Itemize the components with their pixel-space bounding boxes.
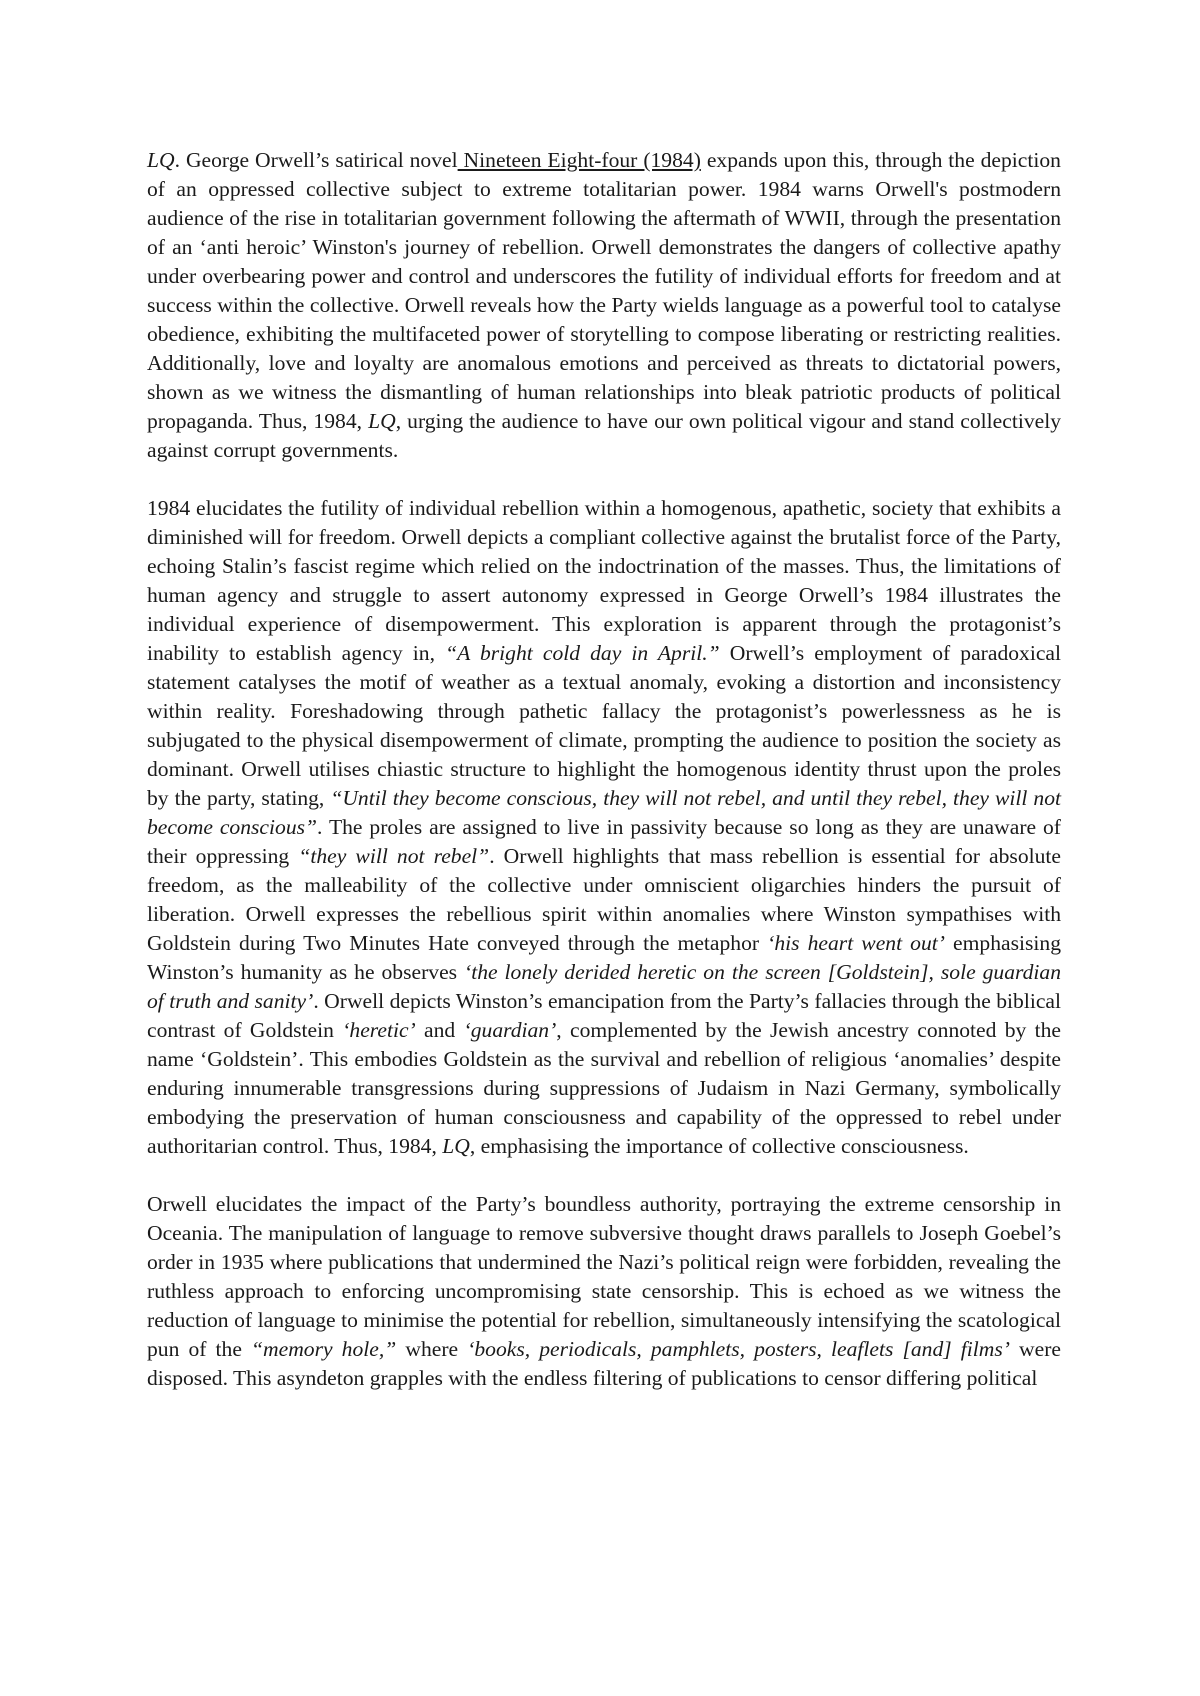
text-run: . Orwell depicts Winston’s emancipation from the Party’s fallacies through the biblical contrast of Goldstein (147, 989, 1061, 1042)
lq-marker: LQ (147, 148, 175, 172)
text-run: . Orwell highlights that mass rebellion is essential for absolute freedom, as the malleability of the collective under omniscient oligarchies hinders the pursuit of liberation. Orwell expresses the rebellious spirit within anomalies where Winston sympathises with Goldstein during Two Minutes Hate conveyed through the metaphor (147, 844, 1062, 955)
text-run: and (415, 1018, 464, 1042)
text-run: Orwell’s employment of paradoxical statement catalyses the motif of weather as a textual anomaly, evoking a distortion and inconsistency within reality. Foreshadowing through pathetic fallacy the protagonist’s powerlessness as he is subjugated to the physical disempowerment of climate, prompting the audience to position the society as dominant. Orwell utilises chiastic structure to highlight the homogenous identity thrust upon the proles by the party, stating, (147, 641, 1062, 810)
text-run: , emphasising the importance of collective consciousness. (469, 1134, 969, 1158)
quote: ‘heretic’ (342, 1018, 416, 1042)
text-run: expands upon this, through the depiction of an oppressed collective subject to extreme totalitarian power. 1984 warns Orwell's postmodern audience of the rise in totalitarian government following the aftermath of WWII, through the presentation of an ‘anti heroic’ Winston's journey of rebellion. Orwell demonstrates the dangers of collective apathy under overbearing power and control and underscores the futility of individual efforts for freedom and at success within the collective. Orwell reveals how the Party wields language as a powerful tool to catalyse obedience, exhibiting the multifaceted power of storytelling to compose liberating or restricting realities. Additionally, love and loyalty are anomalous emotions and perceived as threats to dictatorial powers, shown as we witness the dismantling of human relationships into bleak patriotic products of political propaganda. Thus, 1984, (147, 148, 1061, 433)
text-run: where (396, 1337, 468, 1361)
lq-marker: LQ (368, 409, 396, 433)
paragraph-body-1 (147, 494, 1061, 1161)
text-run: emphasising Winston’s humanity as he observes (147, 931, 1061, 984)
quote: “memory hole,” (251, 1337, 397, 1361)
text-run: , urging the audience to have our own political vigour and stand collectively against corrupt governments. (147, 409, 1061, 462)
text-run: . George Orwell’s satirical novel (174, 148, 458, 172)
quote: “A bright cold day in April.” (445, 641, 720, 665)
quote: ‘his heart went out’ (767, 931, 945, 955)
paragraph-body-2 (147, 1190, 1061, 1393)
text-run: were disposed. This asyndeton grapples with the endless filtering of publications to censor differing political (147, 1337, 1061, 1390)
paragraph-introduction (147, 146, 1061, 465)
quote: “they will not rebel” (298, 844, 490, 868)
document-page (147, 146, 1061, 1393)
quote: ‘the lonely derided heretic on the screen [Goldstein], sole guardian of truth and sanity’ (147, 960, 1061, 1013)
quote: “Until they become conscious, they will not rebel, and until they rebel, they will not become conscious” (147, 786, 1061, 839)
text-run: , complemented by the Jewish ancestry connoted by the name ‘Goldstein’. This embodies Goldstein as the survival and rebellion of religious ‘anomalies’ despite enduring innumerable transgressions during suppressions of Judaism in Nazi Germany, symbolically embodying the preservation of human consciousness and capability of the oppressed to rebel under authoritarian control. Thus, 1984, (147, 1018, 1061, 1158)
lq-marker: LQ (442, 1134, 470, 1158)
text-run: . The proles are assigned to live in passivity because so long as they are unaware of their oppressing (147, 815, 1061, 868)
text-run: Orwell elucidates the impact of the Party’s boundless authority, portraying the extreme censorship in Oceania. The manipulation of language to remove subversive thought draws parallels to Joseph Goebel’s order in 1935 where publications that undermined the Nazi’s political reign were forbidden, revealing the ruthless approach to enforcing uncompromising state censorship. This is echoed as we witness the reduction of language to minimise the potential for rebellion, simultaneously intensifying the scatological pun of the (147, 1192, 1061, 1361)
novel-title: Nineteen Eight-four (1984) (457, 148, 701, 172)
quote: ‘guardian’ (463, 1018, 557, 1042)
text-run: 1984 elucidates the futility of individual rebellion within a homogenous, apathetic, society that exhibits a diminished will for freedom. Orwell depicts a compliant collective against the brutalist force of the Party, echoing Stalin’s fascist regime which relied on the indoctrination of the masses. Thus, the limitations of human agency and struggle to assert autonomy expressed in George Orwell’s 1984 illustrates the individual experience of disempowerment. This exploration is apparent through the protagonist’s inability to establish agency in, (147, 496, 1061, 665)
quote: ‘books, periodicals, pamphlets, posters, leaflets [and] films’ (467, 1337, 1010, 1361)
